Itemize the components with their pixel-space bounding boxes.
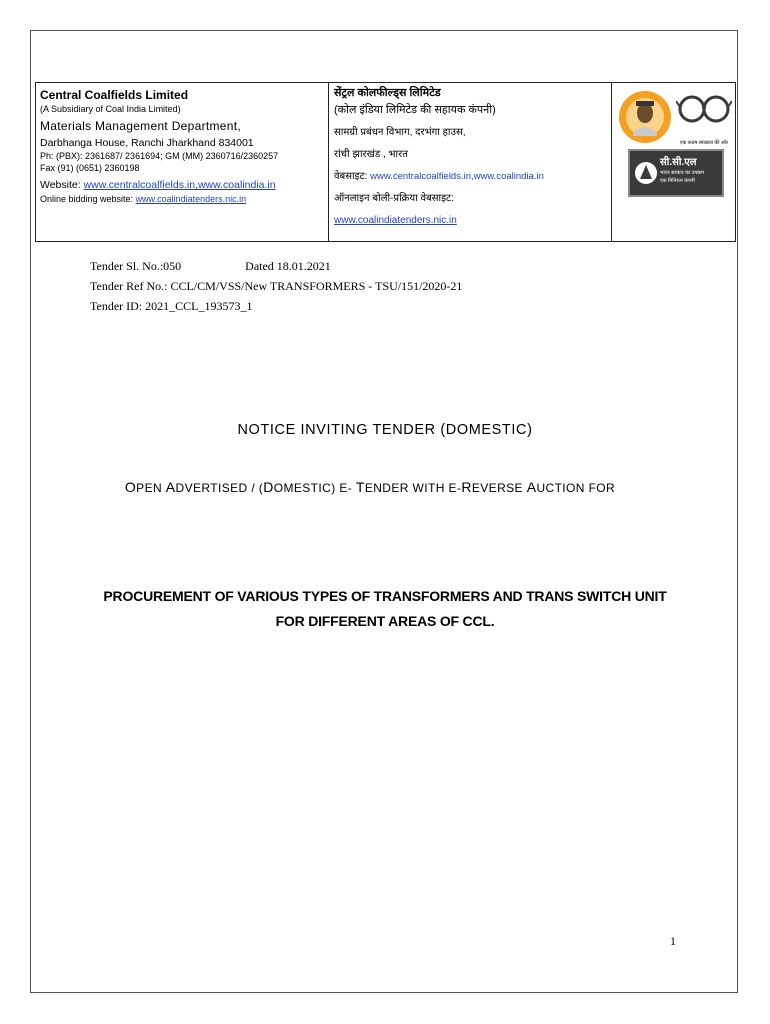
department-hindi: सामग्री प्रबंधन विभाग, दरभंगा हाउस, xyxy=(334,127,466,138)
leader-portrait-logo xyxy=(618,89,672,145)
procurement-line-2: FOR DIFFERENT AREAS OF CCL. xyxy=(275,613,495,629)
subtitle-part: OMESTIC xyxy=(273,481,332,495)
notice-title: NOTICE INVITING TENDER (DOMESTIC) xyxy=(237,422,533,438)
subtitle-part: ) E- xyxy=(331,481,356,495)
subtitle-cap: D xyxy=(263,479,274,495)
procurement-line-1: PROCUREMENT OF VARIOUS TYPES OF TRANSFORMERS AND TRANS SWITCH UNIT xyxy=(103,588,667,604)
website-line-hindi xyxy=(334,170,609,183)
bidding-link[interactable]: www.coalindiatenders.nic.in xyxy=(135,194,247,204)
column-divider xyxy=(328,83,329,241)
logos xyxy=(614,83,736,241)
address-hindi: रांची झारखंड , भारत xyxy=(334,149,408,160)
subtitle-cap: O xyxy=(124,479,137,495)
subtitle-cap: R xyxy=(461,479,472,495)
subtitle-cap: T xyxy=(355,479,365,495)
procurement-title xyxy=(0,584,770,634)
fax: Fax (91) (0651) 2360198 xyxy=(40,163,140,173)
subtitle-part: UCTION FOR xyxy=(536,481,616,495)
tender-id: Tender ID: 2021_CCL_193573_1 xyxy=(90,299,253,313)
company-name: Central Coalfields Limited xyxy=(40,88,189,102)
subtitle-part: ENDER WITH E- xyxy=(364,481,462,495)
tender-sl-row xyxy=(90,256,462,276)
subtitle-part: EVERSE xyxy=(471,481,527,495)
tender-ref-no: Tender Ref No.: CCL/CM/VSS/New TRANSFORMERS - TSU/151/2020-21 xyxy=(90,279,463,293)
ccl-logo xyxy=(628,149,724,197)
website-link-hindi[interactable]: www.centralcoalfields.in,www.coalindia.in xyxy=(370,171,544,182)
subtitle xyxy=(0,479,740,495)
ccl-logo-sub2: एक मिनिरत्न कंपनी xyxy=(660,178,695,184)
subtitle-cap: A xyxy=(165,479,176,495)
department: Materials Management Department, xyxy=(40,119,242,133)
website-label-hindi: वेबसाइट: xyxy=(334,171,371,182)
column-divider xyxy=(611,83,612,241)
letterhead-hindi xyxy=(334,87,609,227)
subtitle-part: PEN xyxy=(136,481,166,495)
ccl-logo-text: सी.सी.एल xyxy=(660,157,697,168)
ccl-logo-sub1: भारत सरकार का उपक्रम xyxy=(660,170,705,176)
subsidiary-note-hindi: (कोल इंडिया लिमिटेड की सहायक कंपनी) xyxy=(334,104,496,116)
tender-date: Dated 18.01.2021 xyxy=(245,259,331,273)
tender-sl-no: Tender Sl. No.:050 xyxy=(90,259,182,273)
subtitle-part: DVERTISED / ( xyxy=(175,481,264,495)
bidding-link-hindi[interactable]: www.coalindiatenders.nic.in xyxy=(334,215,457,226)
website-line xyxy=(40,177,320,193)
company-name-hindi: सेंट्रल कोलफील्ड्स लिमिटेड xyxy=(334,87,441,99)
website-label: Website: xyxy=(40,179,84,191)
subtitle-cap: A xyxy=(526,479,537,495)
address: Darbhanga House, Ranchi Jharkhand 834001 xyxy=(40,137,254,149)
letterhead-english xyxy=(40,87,320,205)
phone: Ph: (PBX): 2361687/ 2361694; GM (MM) 2360716/2360257 xyxy=(40,151,279,161)
website-link[interactable]: www.centralcoalfields.in,www.coalindia.in xyxy=(83,179,276,191)
tender-details xyxy=(90,256,462,316)
bidding-label: Online bidding website: xyxy=(40,194,136,204)
bidding-line xyxy=(40,193,320,205)
swachh-caption: एक कदम स्वच्छता की ओर xyxy=(679,140,729,146)
letterhead xyxy=(35,82,736,242)
subsidiary-note: (A Subsidiary of Coal India Limited) xyxy=(40,104,181,114)
bidding-label-hindi: ऑनलाइन बोली-प्रक्रिया वेबसाइट: xyxy=(334,193,454,204)
swachh-bharat-logo xyxy=(676,89,732,145)
page-number: 1 xyxy=(670,934,676,948)
